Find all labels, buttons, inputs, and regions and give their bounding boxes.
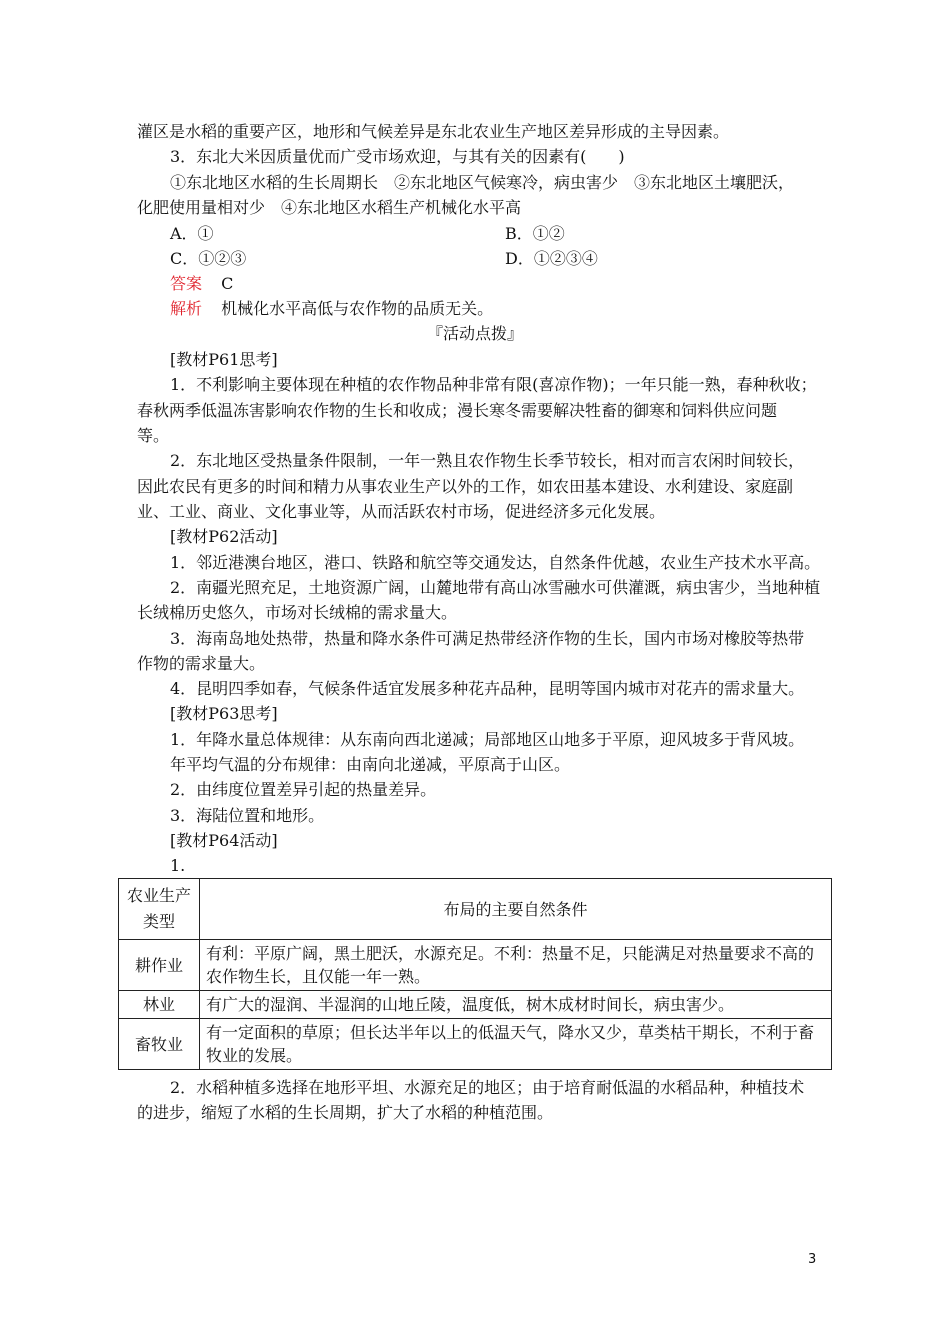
option-d: D．①②③④ [505, 249, 598, 268]
text-line: 1. [170, 856, 186, 875]
table-row [119, 991, 832, 1019]
answer-line [170, 273, 850, 295]
table-cell-type: 耕作业 [119, 940, 200, 991]
heading-p61: [教材P61思考] [170, 350, 278, 369]
question-3: 3．东北大米因质量优而广受市场欢迎，与其有关的因素有( ) [170, 147, 625, 166]
section-title: 『活动点拨』 [426, 324, 523, 343]
text-line: 的进步，缩短了水稻的生长周期，扩大了水稻的种植范围。 [137, 1103, 554, 1122]
table-cell-conditions: 有利：平原广阔，黑土肥沃，水源充足。不利：热量不足，只能满足对热量要求不高的农作物生长，且仅能一年一熟。 [200, 940, 832, 991]
text-line: 作物的需求量大。 [137, 654, 266, 673]
table-header-cell: 农业生产类型 [119, 879, 200, 940]
answer-value: C [221, 274, 234, 293]
question-3-statements: ①东北地区水稻的生长周期长 ②东北地区气候寒冷，病虫害少 ③东北地区土壤肥沃， [170, 173, 795, 192]
table-cell-conditions: 有广大的湿润、半湿润的山地丘陵，温度低，树木成材时间长，病虫害少。 [200, 991, 832, 1019]
table-row [119, 940, 832, 991]
table-cell-type: 畜牧业 [119, 1019, 200, 1070]
text-line: 长绒棉历史悠久，市场对长绒棉的需求量大。 [137, 603, 458, 622]
text-line: 1．邻近港澳台地区，港口、铁路和航空等交通发达，自然条件优越，农业生产技术水平高。 [170, 553, 821, 572]
option-a: A．① [170, 224, 214, 243]
text-line: 1．不利影响主要体现在种植的农作物品种非常有限(喜凉作物)；一年只能一熟，春种秋收； [170, 375, 817, 394]
option-c: C．①②③ [170, 249, 247, 268]
text-line: 灌区是水稻的重要产区，地形和气候差异是东北农业生产地区差异形成的主导因素。 [137, 122, 730, 141]
text-line: 业、工业、商业、文化事业等，从而活跃农村市场，促进经济多元化发展。 [137, 502, 666, 521]
text-line: 2．东北地区受热量条件限制，一年一熟且农作物生长季节较长，相对而言农闲时间较长， [170, 451, 805, 470]
option-b: B．①② [505, 224, 565, 243]
table-cell-type: 林业 [119, 991, 200, 1019]
text-line: 3．海南岛地处热带，热量和降水条件可满足热带经济作物的生长，国内市场对橡胶等热带 [170, 629, 805, 648]
table-header-cell: 布局的主要自然条件 [200, 879, 832, 940]
analysis-value: 机械化水平高低与农作物的品质无关。 [221, 299, 494, 318]
question-3-statements-cont: 化肥使用量相对少 ④东北地区水稻生产机械化水平高 [137, 198, 522, 217]
heading-p63: [教材P63思考] [170, 704, 278, 723]
analysis-line [170, 298, 850, 320]
text-line: 2．由纬度位置差异引起的热量差异。 [170, 780, 437, 799]
text-line: 春秋两季低温冻害影响农作物的生长和收成；漫长寒冬需要解决牲畜的御寒和饲料供应问题 [137, 401, 778, 420]
table-cell-conditions: 有一定面积的草原；但长达半年以上的低温天气，降水又少，草类枯干期长，不利于畜牧业的发展。 [200, 1019, 832, 1070]
table-row [119, 1019, 832, 1070]
text-line: 2．水稻种植多选择在地形平坦、水源充足的地区；由于培育耐低温的水稻品种，种植技术 [170, 1078, 805, 1097]
heading-p64: [教材P64活动] [170, 831, 278, 850]
text-line: 3．海陆位置和地形。 [170, 806, 325, 825]
text-line: 等。 [137, 426, 170, 445]
page-number: 3 [808, 1252, 817, 1267]
text-line: 1．年降水量总体规律：从东南向西北递减；局部地区山地多于平原，迎风坡多于背风坡。 [170, 730, 805, 749]
text-line: 年平均气温的分布规律：由南向北递减，平原高于山区。 [170, 755, 571, 774]
table-header-row [119, 879, 832, 940]
text-line: 4．昆明四季如春，气候条件适宜发展多种花卉品种，昆明等国内城市对花卉的需求量大。 [170, 679, 805, 698]
analysis-label: 解析 [170, 299, 203, 318]
heading-p62: [教材P62活动] [170, 527, 278, 546]
answer-label: 答案 [170, 274, 203, 293]
text-line: 2．南疆光照充足，土地资源广阔，山麓地带有高山冰雪融水可供灌溉，病虫害少，当地种植 [170, 578, 821, 597]
conditions-table [118, 878, 832, 1070]
text-line: 因此农民有更多的时间和精力从事农业生产以外的工作，如农田基本建设、水利建设、家庭副 [137, 477, 794, 496]
